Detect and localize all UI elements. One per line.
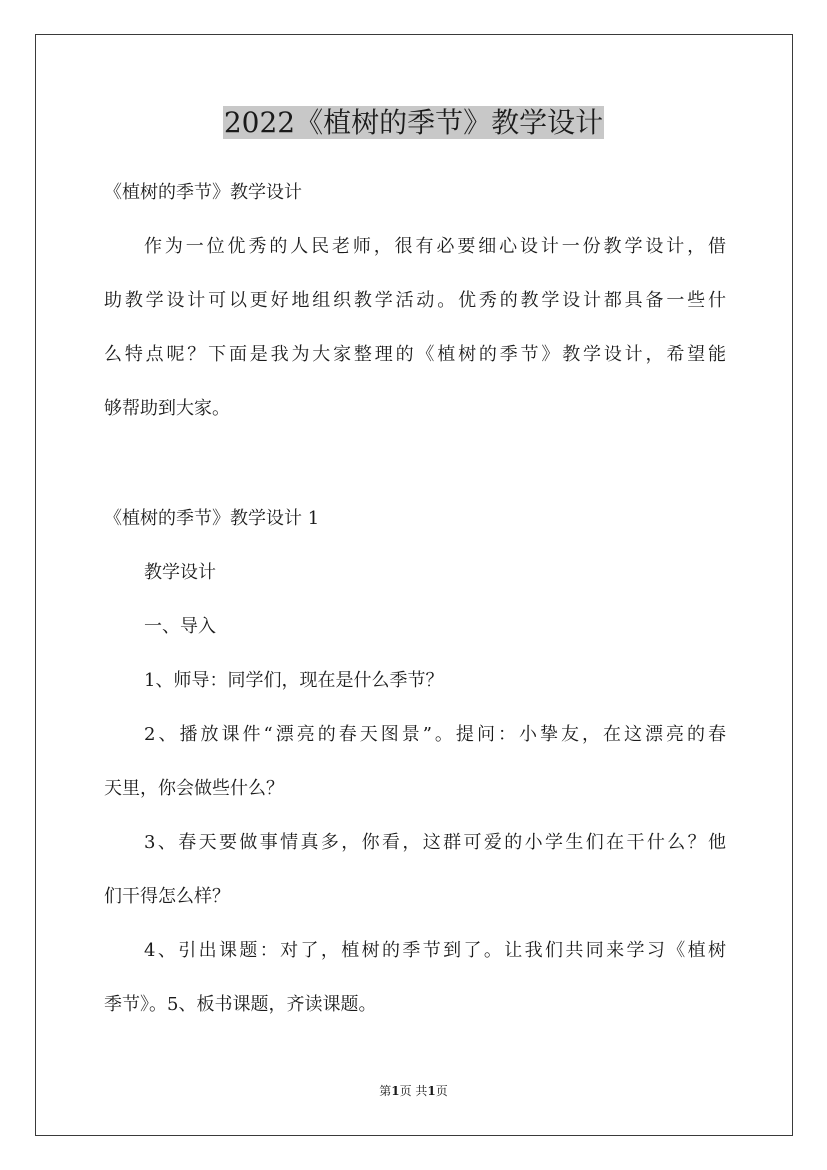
step-3-line-1: 3、春天要做事情真多，你看，这群可爱的小学生们在干什么？他 — [144, 832, 726, 853]
footer-mid: 页 共 — [399, 1084, 428, 1098]
intro-line-1: 作为一位优秀的人民老师，很有必要细心设计一份教学设计，借 — [144, 236, 726, 257]
document-title-text: 2022《植树的季节》教学设计 — [223, 106, 604, 139]
page-footer — [0, 1083, 827, 1099]
step-1: 1、师导：同学们，现在是什么季节？ — [144, 670, 444, 691]
footer-suffix: 页 — [435, 1084, 448, 1098]
footer-prefix: 第 — [379, 1084, 392, 1098]
intro-line-2: 助教学设计可以更好地组织教学活动。优秀的教学设计都具备一些什 — [104, 290, 726, 311]
intro-line-3: 么特点呢？下面是我为大家整理的《植树的季节》教学设计，希望能 — [104, 344, 726, 365]
intro-line-4: 够帮助到大家。 — [104, 398, 230, 419]
step-heading: 一、导入 — [144, 616, 216, 637]
section-title: 《植树的季节》教学设计 1 — [104, 508, 320, 529]
step-2-line-2: 天里，你会做些什么？ — [104, 778, 284, 799]
section-label: 教学设计 — [144, 562, 216, 583]
step-3-line-2: 们干得怎么样？ — [104, 886, 230, 907]
document-title — [0, 103, 827, 143]
document-subtitle: 《植树的季节》教学设计 — [104, 182, 302, 203]
step-4-line-2: 季节》。5、板书课题，齐读课题。 — [104, 994, 377, 1015]
step-2-line-1: 2、播放课件“漂亮的春天图景”。提问：小挚友，在这漂亮的春 — [144, 724, 726, 745]
footer-page-number: 1 — [391, 1084, 400, 1098]
footer-page-total: 1 — [427, 1084, 436, 1098]
step-4-line-1: 4、引出课题：对了，植树的季节到了。让我们共同来学习《植树 — [144, 940, 726, 961]
